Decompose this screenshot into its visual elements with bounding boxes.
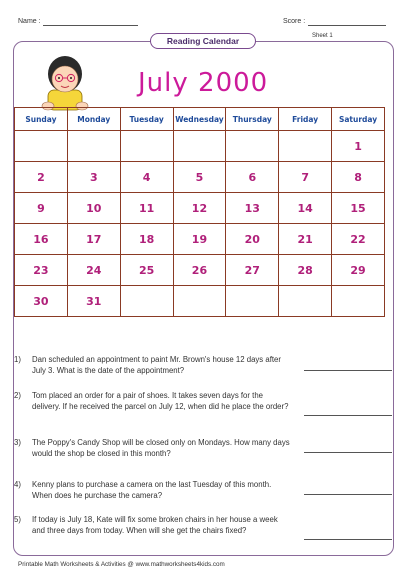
name-line[interactable] — [43, 25, 138, 26]
calendar-day-cell — [173, 286, 226, 317]
calendar-day-cell: 2 — [15, 162, 68, 193]
calendar-day-cell: 4 — [120, 162, 173, 193]
weekday-thursday: Thursday — [226, 108, 279, 131]
weekday-monday: Monday — [67, 108, 120, 131]
weekday-sunday: Sunday — [15, 108, 68, 131]
question-text: Dan scheduled an appointment to paint Mr. Brown's house 12 days after July 3. What is the date of the appointment? — [32, 355, 281, 375]
calendar-day-cell — [120, 131, 173, 162]
calendar-day-cell: 25 — [120, 255, 173, 286]
calendar-day-cell — [226, 286, 279, 317]
calendar-day-cell: 15 — [332, 193, 385, 224]
page-title: Reading Calendar — [150, 33, 256, 49]
sheet-label: Sheet 1 — [312, 33, 333, 39]
calendar-day-cell: 27 — [226, 255, 279, 286]
calendar-day-cell: 18 — [120, 224, 173, 255]
answer-line[interactable] — [304, 415, 392, 416]
question-number: 4) — [14, 480, 21, 489]
month-title: July 2000 — [138, 68, 269, 98]
calendar-day-cell: 22 — [332, 224, 385, 255]
calendar-day-cell — [279, 131, 332, 162]
calendar-day-cell — [332, 286, 385, 317]
calendar-day-cell: 31 — [67, 286, 120, 317]
calendar-day-cell — [15, 131, 68, 162]
calendar-day-cell: 14 — [279, 193, 332, 224]
calendar-week-row — [15, 224, 385, 255]
calendar-day-cell: 28 — [279, 255, 332, 286]
answer-line[interactable] — [304, 370, 392, 371]
calendar-week-row — [15, 286, 385, 317]
calendar-day-cell: 23 — [15, 255, 68, 286]
calendar-day-cell: 6 — [226, 162, 279, 193]
calendar-day-cell — [226, 131, 279, 162]
question-number: 1) — [14, 355, 21, 364]
footer-credit: Printable Math Worksheets & Activities @ www.mathworksheets4kids.com — [18, 561, 225, 568]
weekday-header-row — [15, 108, 385, 131]
weekday-wednesday: Wednesday — [173, 108, 226, 131]
calendar-grid — [14, 107, 385, 317]
question-number: 2) — [14, 391, 21, 400]
calendar-day-cell: 30 — [15, 286, 68, 317]
calendar-day-cell: 5 — [173, 162, 226, 193]
calendar-day-cell — [120, 286, 173, 317]
calendar-day-cell: 21 — [279, 224, 332, 255]
calendar-day-cell: 29 — [332, 255, 385, 286]
calendar-day-cell — [173, 131, 226, 162]
calendar-day-cell — [279, 286, 332, 317]
question-text: Tom placed an order for a pair of shoes. It takes seven days for the delivery. If he received the parcel on July 12, when did he place the order? — [32, 391, 289, 411]
calendar-week-row — [15, 193, 385, 224]
question-text: The Poppy's Candy Shop will be closed only on Mondays. How many days would the shop be closed in this month? — [32, 438, 290, 458]
girl-reading-icon — [34, 44, 96, 112]
calendar-day-cell: 19 — [173, 224, 226, 255]
weekday-saturday: Saturday — [332, 108, 385, 131]
question-number: 3) — [14, 438, 21, 447]
answer-line[interactable] — [304, 539, 392, 540]
calendar-day-cell: 1 — [332, 131, 385, 162]
calendar-day-cell — [67, 131, 120, 162]
score-label: Score : — [283, 18, 306, 25]
calendar-day-cell: 16 — [15, 224, 68, 255]
calendar-week-row — [15, 255, 385, 286]
question-text: If today is July 18, Kate will fix some broken chairs in her house a week and three days from today. When will she get the chairs fixed? — [32, 515, 278, 535]
calendar-day-cell: 9 — [15, 193, 68, 224]
calendar-week-row — [15, 131, 385, 162]
weekday-friday: Friday — [279, 108, 332, 131]
calendar-day-cell: 10 — [67, 193, 120, 224]
calendar-day-cell: 11 — [120, 193, 173, 224]
answer-line[interactable] — [304, 494, 392, 495]
calendar-day-cell: 24 — [67, 255, 120, 286]
name-label: Name : — [18, 18, 41, 25]
calendar-week-row — [15, 162, 385, 193]
calendar-day-cell: 8 — [332, 162, 385, 193]
calendar-day-cell: 12 — [173, 193, 226, 224]
score-line[interactable] — [308, 25, 386, 26]
calendar-day-cell: 13 — [226, 193, 279, 224]
calendar-day-cell: 3 — [67, 162, 120, 193]
weekday-tuesday: Tuesday — [120, 108, 173, 131]
question-text: Kenny plans to purchase a camera on the last Tuesday of this month. When does he purchase the camera? — [32, 480, 272, 500]
calendar-day-cell: 20 — [226, 224, 279, 255]
calendar-day-cell: 7 — [279, 162, 332, 193]
question-number: 5) — [14, 515, 21, 524]
calendar-day-cell: 17 — [67, 224, 120, 255]
calendar-day-cell: 26 — [173, 255, 226, 286]
answer-line[interactable] — [304, 452, 392, 453]
